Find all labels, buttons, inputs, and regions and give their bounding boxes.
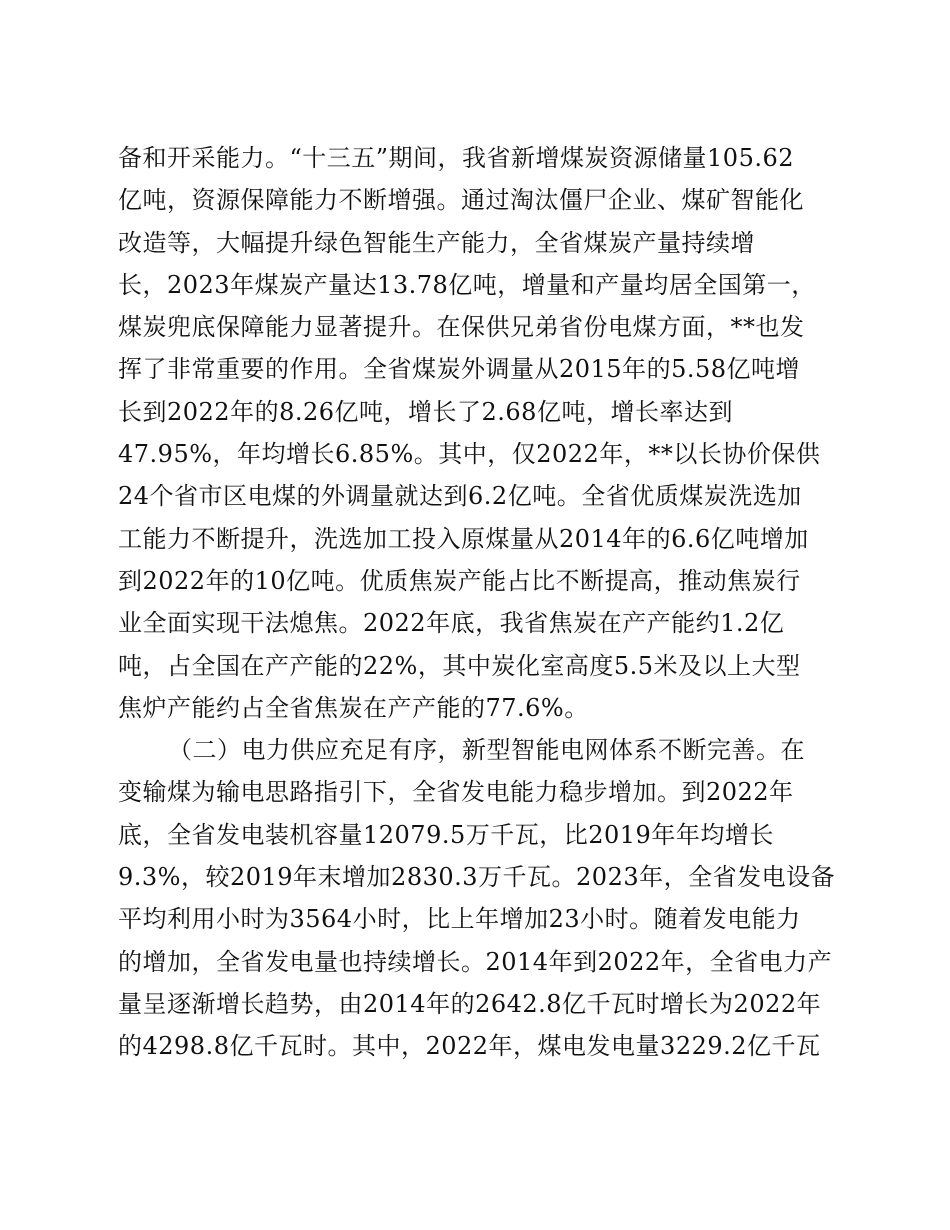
- text-line: 9.3%，较2019年末增加2830.3万千瓦。2023年，全省发电设备: [118, 863, 836, 892]
- body-text: [118, 137, 836, 1068]
- text-line: 长，2023年煤炭产量达13.78亿吨，增量和产量均居全国第一，: [118, 270, 816, 299]
- text-line: 煤炭兜底保障能力显著提升。在保供兄弟省份电煤方面，**也发: [118, 313, 805, 342]
- text-line: 47.95%，年均增长6.85%。其中，仅2022年，**以长协价保供: [118, 440, 821, 469]
- text-line: 吨，占全国在产产能的22%，其中炭化室高度5.5米及以上大型: [118, 651, 801, 680]
- section-heading-line: （二）电力供应充足有序，新型智能电网体系不断完善。在: [168, 736, 805, 765]
- text-line: 平均利用小时为3564小时，比上年增加23小时。随着发电能力: [118, 905, 801, 934]
- text-line: 焦炉产能约占全省焦炭在产产能的77.6%。: [118, 693, 589, 722]
- text-line: 变输煤为输电思路指引下，全省发电能力稳步增加。到2022年: [118, 778, 794, 807]
- text-line: 工能力不断提升，洗选加工投入原煤量从2014年的6.6亿吨增加: [118, 524, 809, 553]
- text-line: 长到2022年的8.26亿吨，增长了2.68亿吨，增长率达到: [118, 397, 733, 426]
- text-line: 备和开采能力。“十三五”期间，我省新增煤炭资源储量105.62: [118, 144, 795, 172]
- text-line: 亿吨，资源保障能力不断增强。通过淘汰僵尸企业、煤矿智能化: [118, 186, 804, 215]
- text-line: 到2022年的10亿吨。优质焦炭产能占比不断提高，推动焦炭行: [118, 566, 801, 595]
- text-line: 业全面实现干法熄焦。2022年底，我省焦炭在产产能约1.2亿: [118, 609, 785, 638]
- text-line: 改造等，大幅提升绿色智能生产能力，全省煤炭产量持续增: [118, 228, 755, 257]
- text-line: 量呈逐渐增长趋势，由2014年的2642.8亿千瓦时增长为2022年: [118, 989, 822, 1018]
- text-line: 24个省市区电煤的外调量就达到6.2亿吨。全省优质煤炭洗选加: [118, 482, 802, 511]
- text-line: 的增加，全省发电量也持续增长。2014年到2022年，全省电力产: [118, 947, 833, 976]
- text-line: 的4298.8亿千瓦时。其中，2022年，煤电发电量3229.2亿千瓦: [118, 1032, 821, 1061]
- text-line: 底，全省发电装机容量12079.5万千瓦，比2019年年均增长: [118, 820, 774, 849]
- text-line: 挥了非常重要的作用。全省煤炭外调量从2015年的5.58亿吨增: [118, 355, 801, 384]
